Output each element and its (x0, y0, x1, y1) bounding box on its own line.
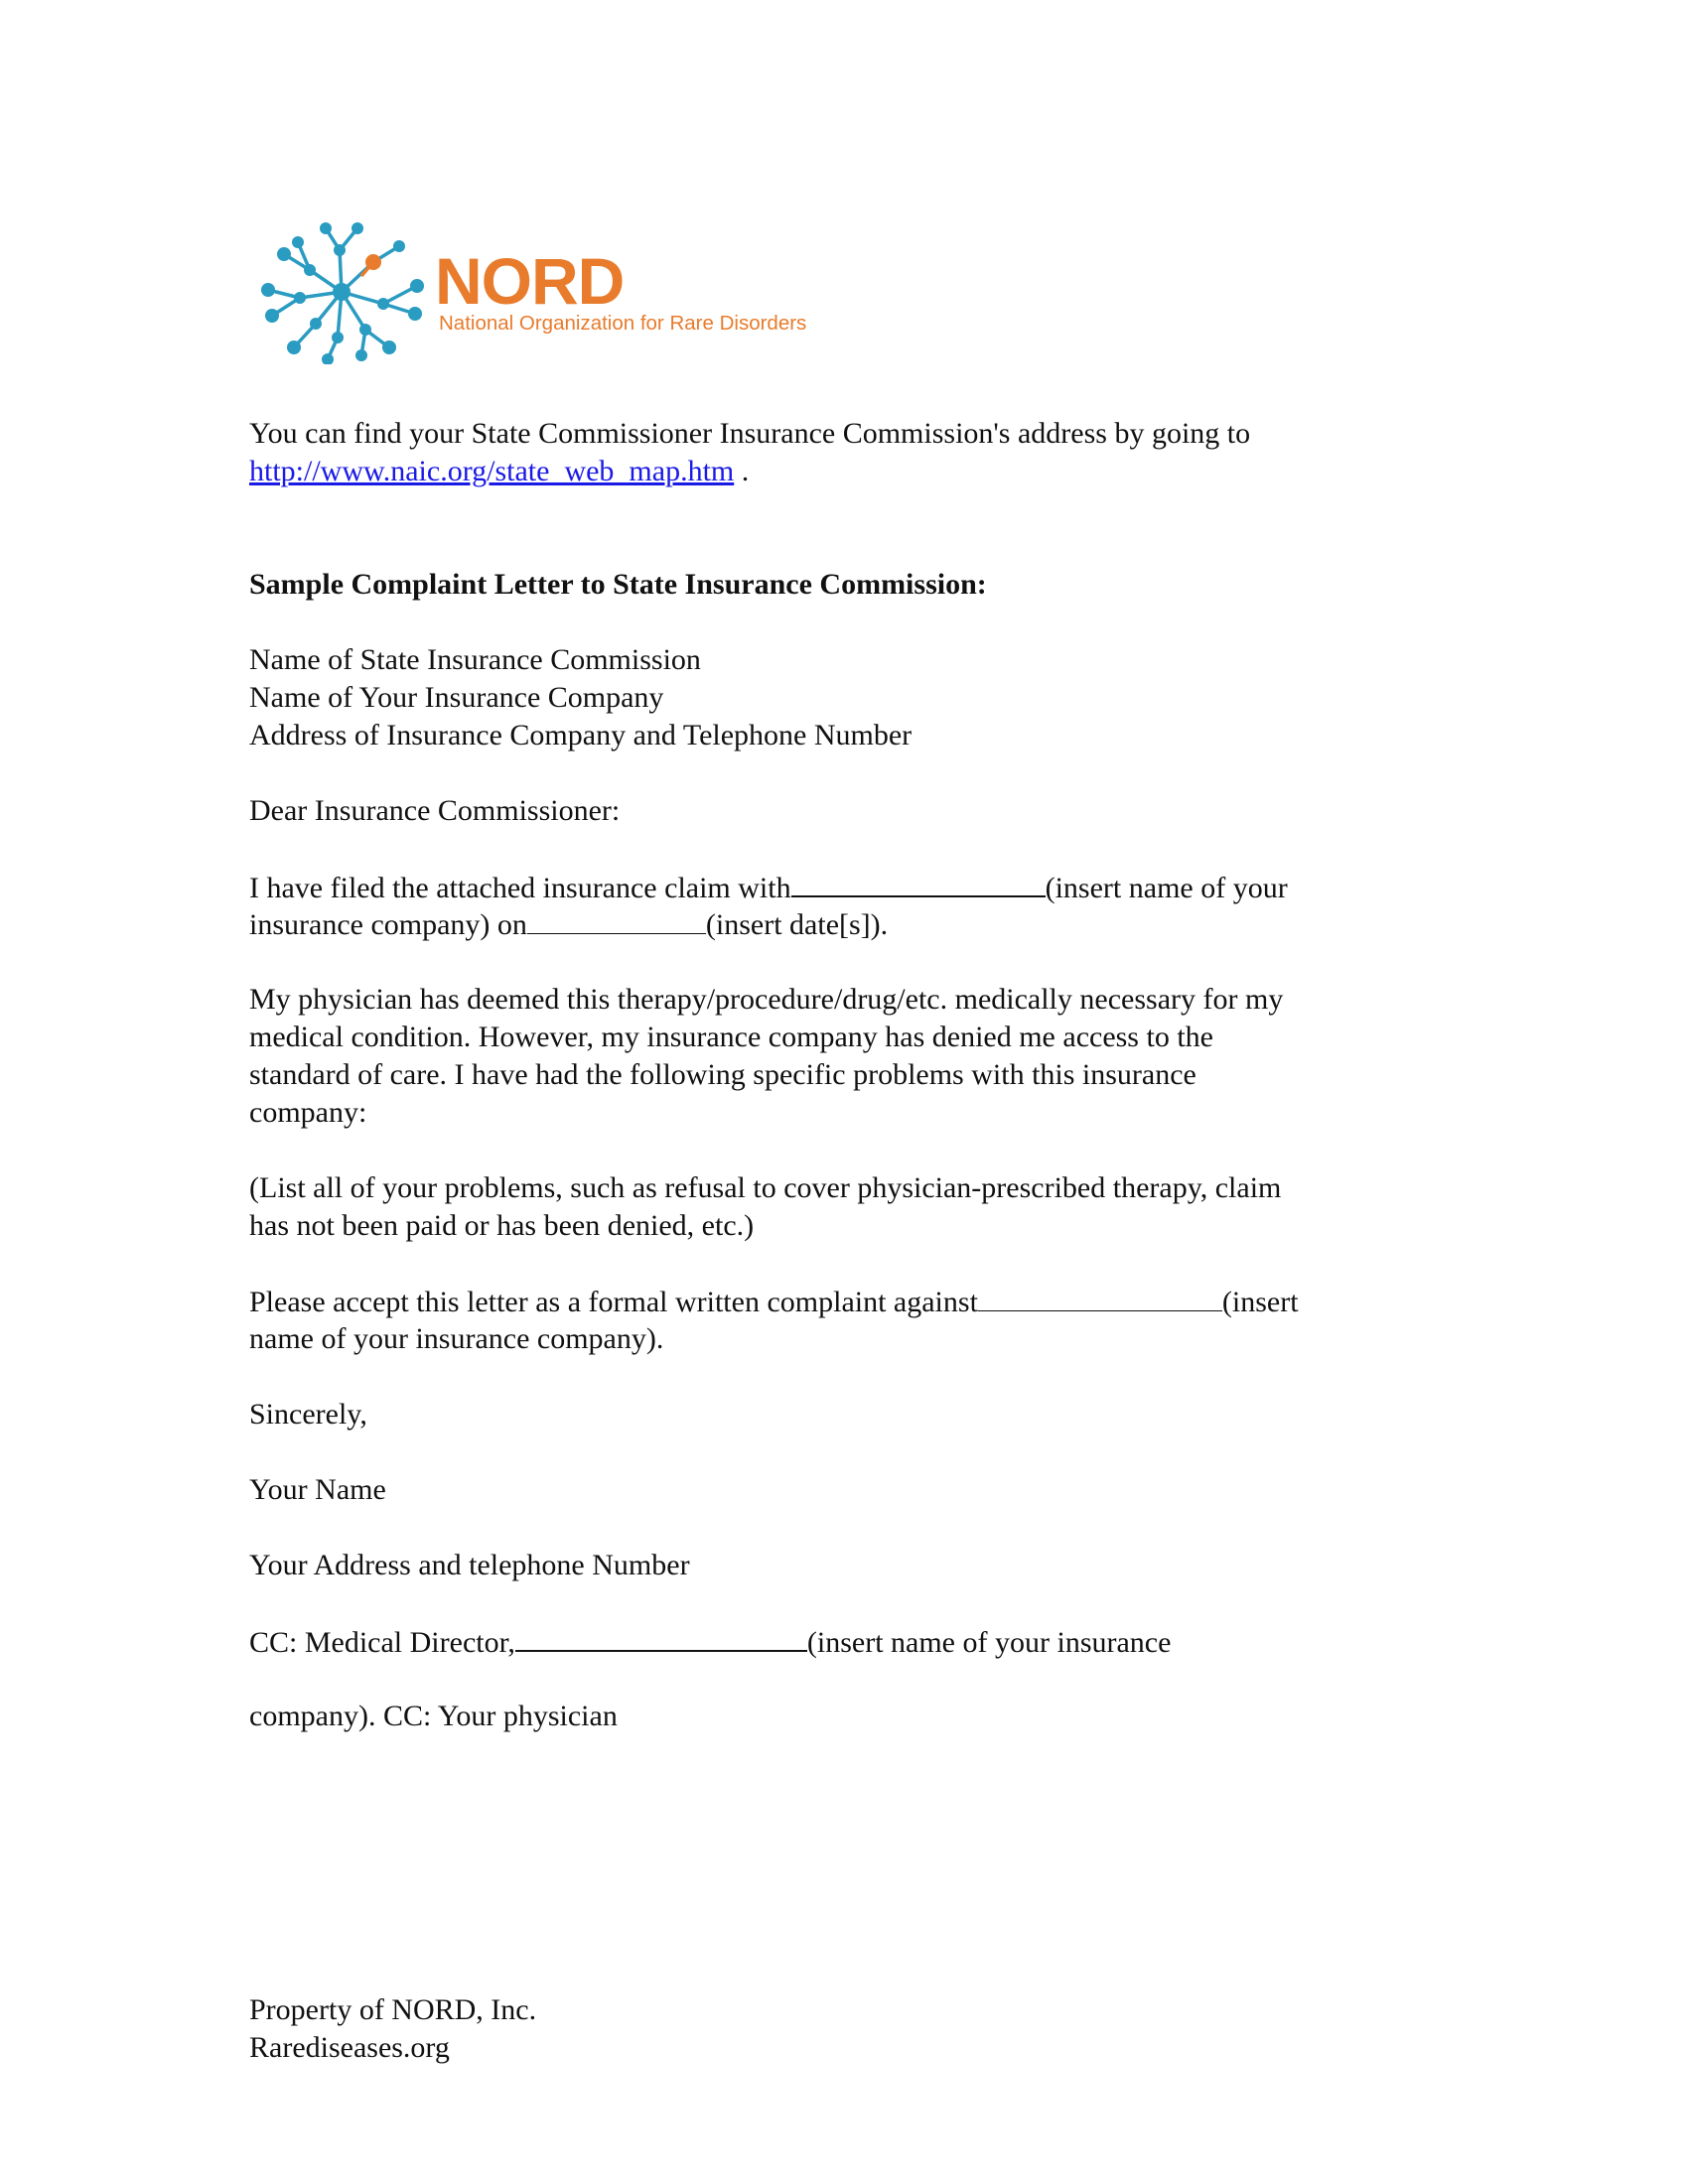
intro-period: . (734, 455, 750, 487)
address-line-3: Address of Insurance Company and Telephone Number (249, 719, 913, 751)
physician-line-1: My physician has deemed this therapy/procedure/drug/etc. medically necessary for my (249, 983, 1284, 1016)
address-line-1: Name of State Insurance Commission (249, 643, 701, 676)
physician-line-3: standard of care. I have had the following specific problems with this insurance (249, 1058, 1196, 1091)
company-blank[interactable] (791, 868, 1046, 897)
list-line-2: has not been paid or has been denied, etc.) (249, 1209, 755, 1242)
cc-text-1: CC: Medical Director, (249, 1626, 515, 1659)
claim-text-4: (insert date[s]). (705, 908, 889, 941)
list-line-1: (List all of your problems, such as refusal to cover physician-prescribed therapy, claim (249, 1171, 1282, 1204)
accept-text-1: Please accept this letter as a formal written complaint against (249, 1286, 978, 1318)
date-blank[interactable] (527, 905, 706, 934)
intro-line: You can find your State Commissioner Insurance Commission's address by going to (249, 417, 1251, 450)
claim-text-3: insurance company) on (249, 908, 527, 941)
claim-text-2: (insert name of your (1045, 872, 1288, 904)
complaint-company-blank[interactable] (978, 1283, 1222, 1311)
cc-line-2: company). CC: Your physician (249, 1700, 618, 1732)
cc-text-2: (insert name of your insurance (806, 1626, 1172, 1659)
claim-line-2 (249, 905, 1461, 944)
molecule-icon (250, 220, 434, 364)
logo-wordmark: NORD (435, 244, 625, 318)
address-line-2: Name of Your Insurance Company (249, 681, 664, 714)
physician-line-2: medical condition. However, my insurance company has denied me access to the (249, 1021, 1213, 1053)
your-address: Your Address and telephone Number (249, 1549, 690, 1581)
physician-line-4: company: (249, 1096, 367, 1129)
sample-heading: Sample Complaint Letter to State Insurance Commission: (249, 568, 987, 601)
accept-line-2: name of your insurance company). (249, 1322, 664, 1355)
footer-website: Rarediseases.org (249, 2031, 450, 2064)
your-name: Your Name (249, 1473, 386, 1506)
cc-line-1 (249, 1622, 1461, 1662)
accept-text-2: (insert (1221, 1286, 1299, 1318)
logo-subtitle: National Organization for Rare Disorders (439, 312, 807, 335)
closing: Sincerely, (249, 1398, 367, 1431)
cc-company-blank[interactable] (515, 1622, 807, 1652)
nord-logo (250, 220, 806, 369)
footer-property: Property of NORD, Inc. (249, 1993, 537, 2026)
intro-link-line (249, 453, 1461, 490)
naic-link[interactable]: http://www.naic.org/state_web_map.htm (249, 455, 735, 487)
accept-line-1 (249, 1283, 1461, 1321)
claim-text-1: I have filed the attached insurance claim with (249, 872, 791, 904)
salutation: Dear Insurance Commissioner: (249, 794, 621, 827)
claim-line-1 (249, 868, 1461, 907)
